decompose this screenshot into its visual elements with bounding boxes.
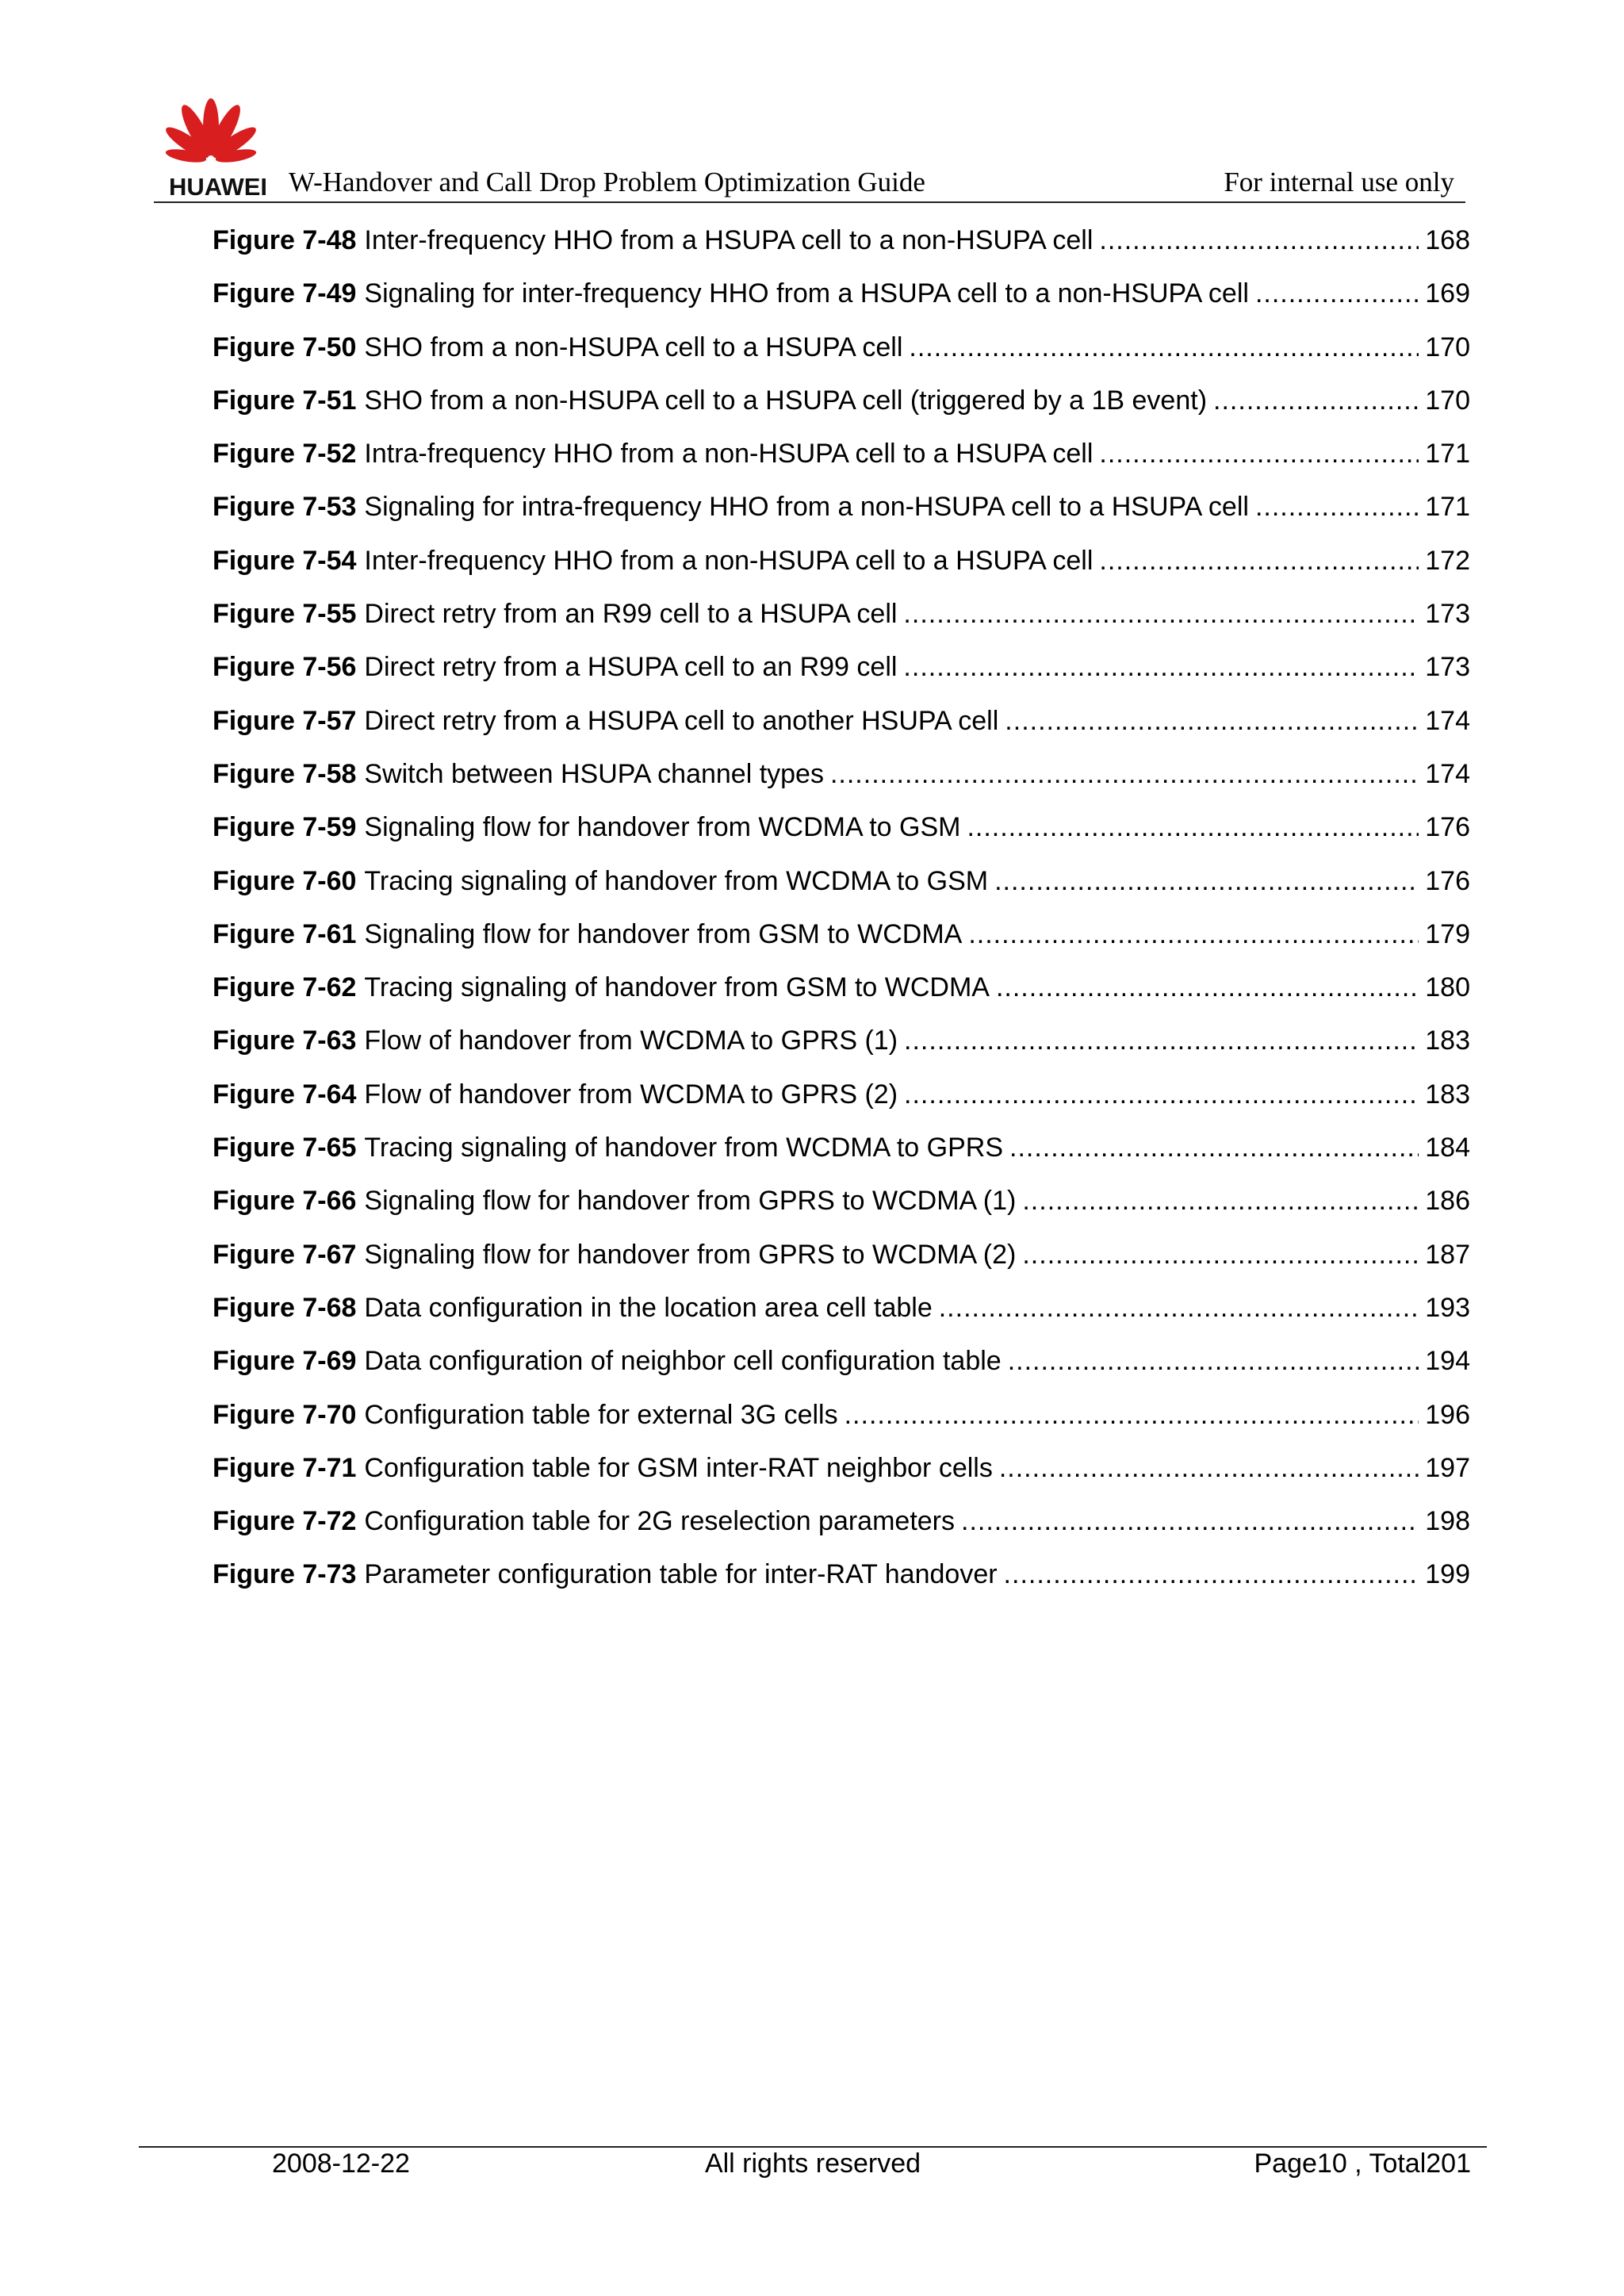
toc-figure-title: Intra-frequency HHO from a non-HSUPA cell to a HSUPA cell [364,439,1094,470]
toc-page-number: 184 [1425,1133,1470,1163]
toc-figure-label: Figure 7-65 [213,1133,357,1163]
toc-figure-label: Figure 7-57 [213,705,357,736]
toc-figure-label: Figure 7-62 [213,972,357,1003]
toc-entry[interactable] [213,1025,1470,1079]
toc-dot-leader [904,1079,1419,1110]
toc-figure-title: Tracing signaling of handover from WCDMA to GPRS [364,1133,1003,1163]
toc-figure-label: Figure 7-51 [213,385,357,416]
toc-figure-title: Tracing signaling of handover from WCDMA to GSM [364,865,989,896]
toc-figure-title: Parameter configuration table for inter-RAT handover [364,1559,998,1590]
toc-dot-leader [904,1025,1419,1056]
toc-dot-leader [1099,439,1419,470]
toc-page-number: 173 [1425,599,1470,630]
toc-figure-label: Figure 7-69 [213,1346,357,1377]
classification-label: For internal use only [1224,167,1454,197]
toc-page-number: 183 [1425,1025,1470,1056]
toc-page-number: 174 [1425,705,1470,736]
footer-page-info: Page10 , Total201 [1254,2148,1471,2179]
huawei-logo [160,94,267,201]
toc-figure-label: Figure 7-53 [213,492,357,523]
toc-dot-leader [999,1453,1419,1484]
toc-dot-leader [903,599,1419,630]
toc-page-number: 179 [1425,918,1470,949]
toc-page-number: 176 [1425,812,1470,843]
toc-dot-leader [994,866,1419,897]
toc-page-number: 176 [1425,865,1470,896]
toc-dot-leader [939,1293,1419,1324]
brand-name: HUAWEI [169,173,267,201]
toc-figure-label: Figure 7-48 [213,225,357,255]
toc-entry[interactable] [213,1293,1470,1346]
toc-entry[interactable] [213,332,1470,385]
toc-figure-label: Figure 7-63 [213,1025,357,1056]
toc-figure-label: Figure 7-59 [213,812,357,843]
toc-entry[interactable] [213,385,1470,439]
toc-figure-label: Figure 7-67 [213,1239,357,1270]
toc-page-number: 180 [1425,972,1470,1003]
toc-page-number: 174 [1425,758,1470,789]
toc-figure-title: Configuration table for 2G reselection parameters [364,1506,956,1537]
toc-entry[interactable] [213,652,1470,705]
toc-figure-label: Figure 7-72 [213,1506,357,1537]
toc-dot-leader [967,812,1419,843]
header-divider [154,201,1465,203]
toc-figure-title: Direct retry from a HSUPA cell to an R99 cell [364,652,898,683]
toc-entry[interactable] [213,1186,1470,1239]
toc-entry[interactable] [213,919,1470,972]
toc-entry[interactable] [213,866,1470,919]
toc-entry[interactable] [213,1240,1470,1293]
toc-figure-label: Figure 7-66 [213,1186,357,1217]
toc-figure-label: Figure 7-56 [213,652,357,683]
toc-entry[interactable] [213,1133,1470,1186]
toc-entry[interactable] [213,599,1470,652]
toc-figure-title: Signaling flow for handover from GPRS to WCDMA (1) [364,1186,1017,1217]
toc-page-number: 173 [1425,652,1470,683]
toc-figure-title: SHO from a non-HSUPA cell to a HSUPA cell [364,332,903,362]
toc-figure-title: Direct retry from an R99 cell to a HSUPA cell [364,599,898,630]
toc-dot-leader [909,332,1419,363]
toc-page-number: 171 [1425,492,1470,523]
toc-page-number: 193 [1425,1292,1470,1323]
toc-page-number: 198 [1425,1506,1470,1537]
toc-figure-label: Figure 7-58 [213,758,357,789]
toc-figure-label: Figure 7-50 [213,332,357,362]
toc-entry[interactable] [213,225,1470,278]
toc-page-number: 199 [1425,1559,1470,1590]
toc-dot-leader [830,759,1419,790]
toc-entry[interactable] [213,1346,1470,1399]
toc-dot-leader [1099,546,1419,577]
toc-dot-leader [1255,278,1419,309]
document-title: W-Handover and Call Drop Problem Optimization Guide [289,167,925,197]
toc-figure-title: Switch between HSUPA channel types [364,758,824,789]
toc-figure-label: Figure 7-52 [213,439,357,470]
toc-figure-label: Figure 7-68 [213,1292,357,1323]
footer-rights: All rights reserved [704,2148,921,2179]
toc-dot-leader [1009,1133,1419,1163]
toc-figure-label: Figure 7-61 [213,918,357,949]
toc-entry[interactable] [213,706,1470,759]
toc-entry[interactable] [213,1400,1470,1453]
toc-page-number: 187 [1425,1239,1470,1270]
toc-figure-title: Signaling flow for handover from GSM to WCDMA [364,918,963,949]
toc-dot-leader [903,652,1419,683]
toc-dot-leader [1022,1240,1419,1271]
page-header [154,94,1465,202]
toc-page-number: 168 [1425,225,1470,255]
toc-dot-leader [1004,1559,1419,1590]
toc-dot-leader [845,1400,1419,1431]
toc-page-number: 169 [1425,278,1470,309]
toc-entry[interactable] [213,546,1470,599]
toc-dot-leader [1008,1346,1419,1377]
toc-figure-label: Figure 7-73 [213,1559,357,1590]
toc-dot-leader [1099,225,1419,256]
toc-figure-title: Data configuration of neighbor cell configuration table [364,1346,1002,1377]
toc-page-number: 194 [1425,1346,1470,1377]
toc-figure-label: Figure 7-60 [213,865,357,896]
toc-figure-title: Data configuration in the location area cell table [364,1292,933,1323]
toc-page-number: 170 [1425,332,1470,362]
toc-entry[interactable] [213,812,1470,865]
toc-entry[interactable] [213,972,1470,1025]
toc-figure-title: Configuration table for GSM inter-RAT neighbor cells [364,1452,993,1483]
toc-figure-title: Signaling for inter-frequency HHO from a HSUPA cell to a non-HSUPA cell [364,278,1249,309]
toc-figure-title: Flow of handover from WCDMA to GPRS (1) [364,1025,898,1056]
page-footer [139,2147,1487,2187]
toc-entry[interactable] [213,1559,1470,1612]
toc-dot-leader [1213,385,1419,416]
toc-page-number: 170 [1425,385,1470,416]
toc-dot-leader [968,919,1419,950]
toc-figure-title: Signaling for intra-frequency HHO from a non-HSUPA cell to a HSUPA cell [364,492,1249,523]
toc-figure-label: Figure 7-54 [213,545,357,576]
toc-figure-title: Inter-frequency HHO from a HSUPA cell to a non-HSUPA cell [364,225,1094,255]
toc-figure-label: Figure 7-49 [213,278,357,309]
toc-figure-title: Inter-frequency HHO from a non-HSUPA cell to a HSUPA cell [364,545,1094,576]
toc-entry[interactable] [213,492,1470,545]
table-of-figures [213,225,1470,1613]
toc-figure-label: Figure 7-70 [213,1399,357,1430]
toc-figure-title: Configuration table for external 3G cells [364,1399,838,1430]
toc-entry[interactable] [213,278,1470,332]
toc-figure-title: Signaling flow for handover from GPRS to WCDMA (2) [364,1239,1017,1270]
toc-dot-leader [1005,706,1419,737]
toc-page-number: 186 [1425,1186,1470,1217]
toc-dot-leader [961,1506,1419,1537]
footer-date: 2008-12-22 [272,2148,410,2179]
toc-page-number: 183 [1425,1079,1470,1110]
toc-dot-leader [1255,492,1419,523]
toc-page-number: 172 [1425,545,1470,576]
toc-figure-title: Flow of handover from WCDMA to GPRS (2) [364,1079,898,1110]
toc-figure-label: Figure 7-64 [213,1079,357,1110]
toc-page-number: 196 [1425,1399,1470,1430]
toc-page-number: 171 [1425,439,1470,470]
toc-entry[interactable] [213,759,1470,812]
toc-page-number: 197 [1425,1452,1470,1483]
toc-dot-leader [996,972,1419,1003]
toc-figure-label: Figure 7-71 [213,1452,357,1483]
toc-figure-title: Signaling flow for handover from WCDMA to GSM [364,812,961,843]
toc-figure-title: Tracing signaling of handover from GSM to WCDMA [364,972,990,1003]
toc-entry[interactable] [213,1506,1470,1559]
toc-entry[interactable] [213,1079,1470,1133]
toc-figure-title: SHO from a non-HSUPA cell to a HSUPA cell (triggered by a 1B event) [364,385,1208,416]
toc-dot-leader [1022,1186,1419,1217]
toc-entry[interactable] [213,1453,1470,1506]
toc-figure-label: Figure 7-55 [213,599,357,630]
toc-entry[interactable] [213,439,1470,492]
toc-figure-title: Direct retry from a HSUPA cell to another HSUPA cell [364,705,999,736]
huawei-petals-icon [160,94,262,173]
